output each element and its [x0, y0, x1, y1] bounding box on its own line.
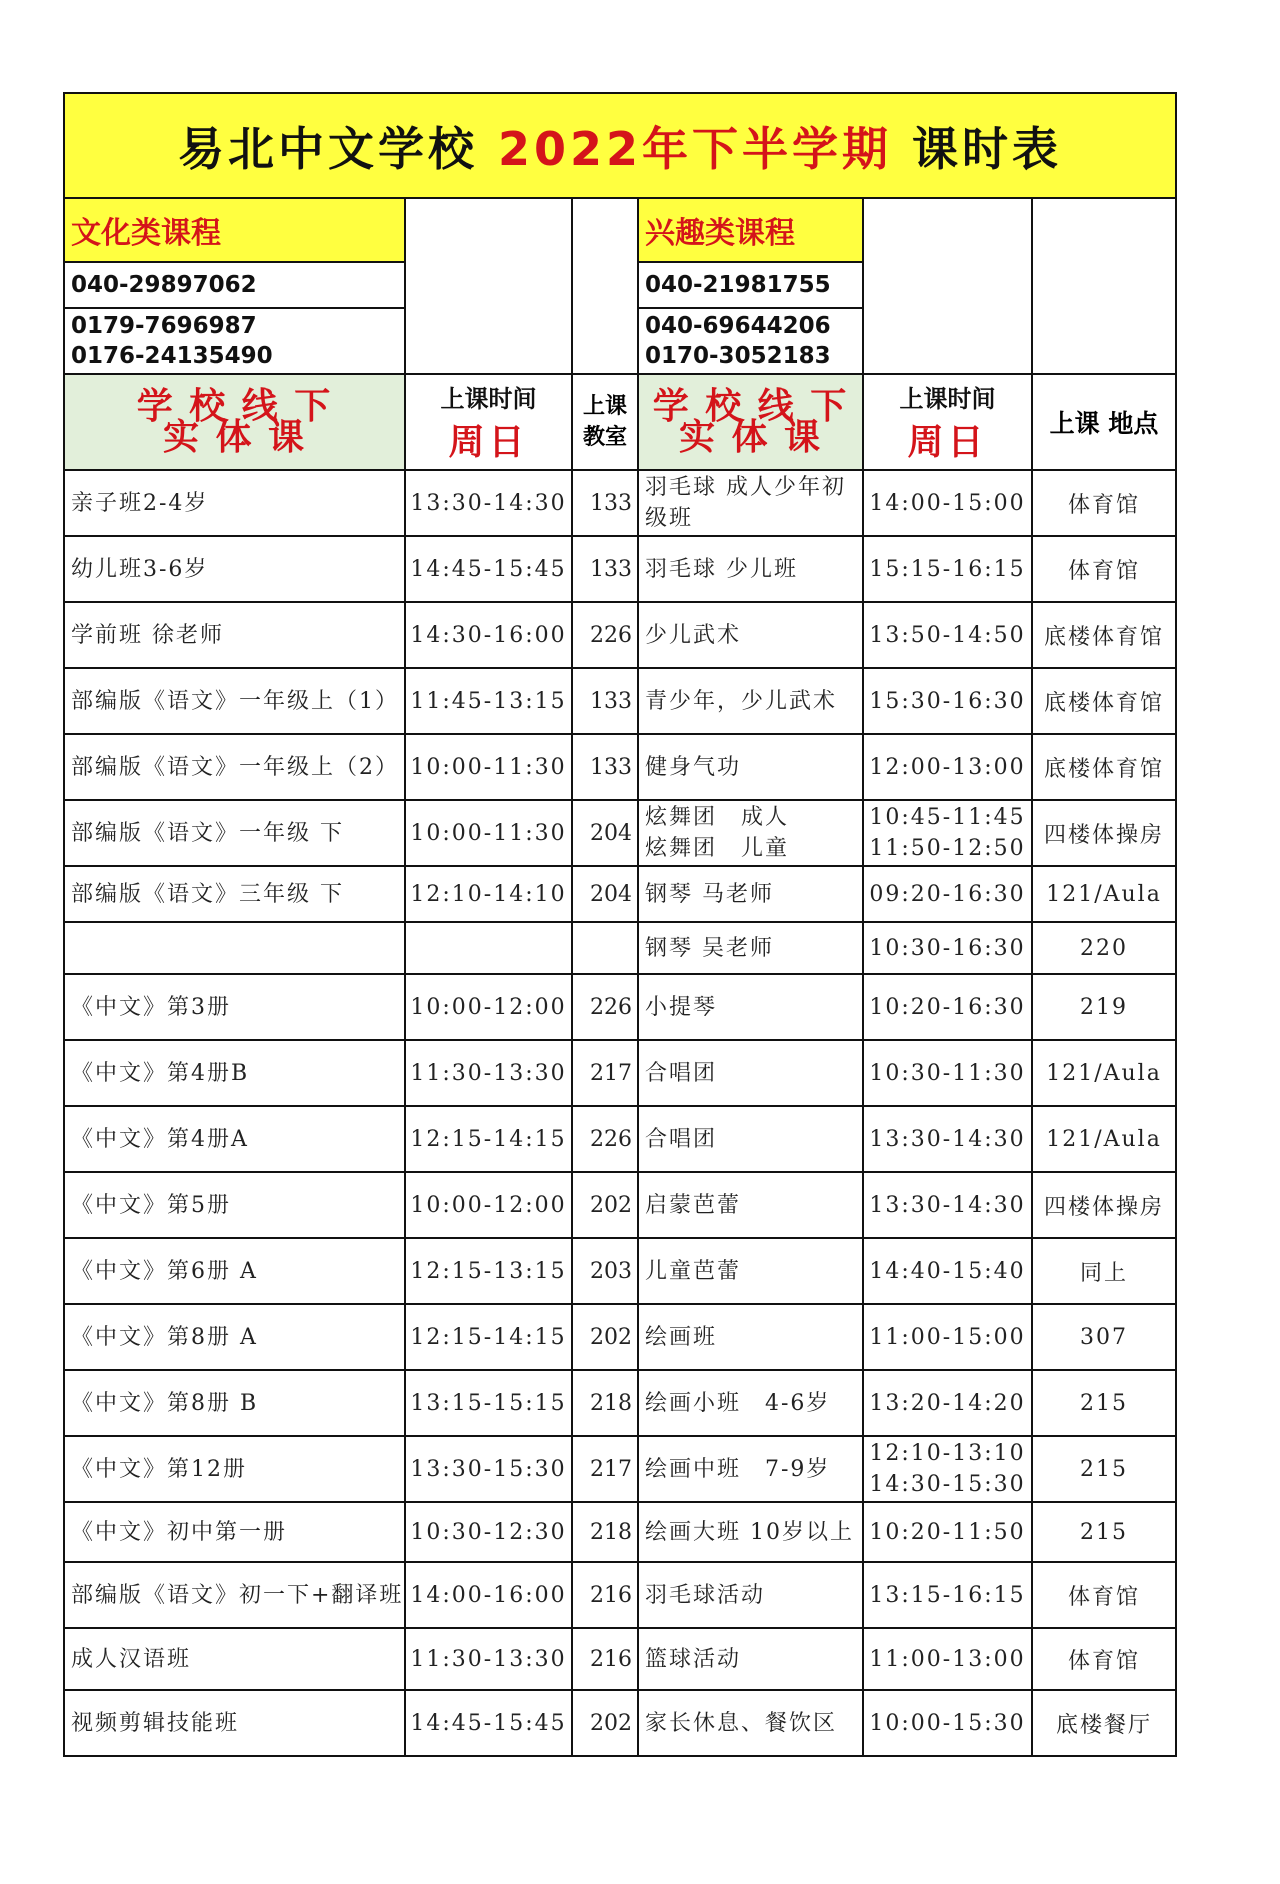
interest-course-time: 10:30-11:30	[863, 1040, 1032, 1106]
culture-course-room: 226	[572, 974, 638, 1040]
interest-course-location: 121/Aula	[1032, 1106, 1176, 1172]
table-row	[64, 1106, 1176, 1172]
interest-time-header	[863, 374, 1032, 470]
interest-course-name: 钢琴 马老师	[638, 866, 863, 922]
room-header-blank	[572, 198, 638, 374]
culture-category-label: 文化类课程	[64, 198, 405, 262]
culture-course-room: 133	[572, 734, 638, 800]
table-row	[64, 1040, 1176, 1106]
culture-course-room: 226	[572, 1106, 638, 1172]
culture-section-header	[64, 374, 405, 470]
culture-course-room: 202	[572, 1172, 638, 1238]
interest-course-name: 羽毛球 成人少年初级班	[638, 470, 863, 536]
table-row	[64, 470, 1176, 536]
interest-course-location: 底楼餐厅	[1032, 1690, 1176, 1756]
culture-phone-3: 0176-24135490	[71, 343, 273, 369]
interest-course-time: 09:20-16:30	[863, 866, 1032, 922]
room-header-line1: 上课	[582, 394, 627, 419]
interest-course-location: 体育馆	[1032, 536, 1176, 602]
interest-course-location: 体育馆	[1032, 470, 1176, 536]
culture-course-room: 218	[572, 1370, 638, 1436]
culture-course-time: 12:15-13:15	[405, 1238, 572, 1304]
interest-course-time: 12:00-13:00	[863, 734, 1032, 800]
culture-course-room: 202	[572, 1304, 638, 1370]
culture-course-time: 14:30-16:00	[405, 602, 572, 668]
table-row	[64, 1562, 1176, 1628]
culture-course-room: 133	[572, 536, 638, 602]
culture-course-room: 217	[572, 1040, 638, 1106]
interest-course-time: 13:20-14:20	[863, 1370, 1032, 1436]
table-row	[64, 1690, 1176, 1756]
interest-course-location: 底楼体育馆	[1032, 668, 1176, 734]
culture-course-time: 13:30-14:30	[405, 470, 572, 536]
culture-course-time: 10:00-11:30	[405, 800, 572, 866]
interest-course-name-line1: 炫舞团 成人	[645, 805, 790, 830]
interest-header-line1: 学 校 线 下	[652, 386, 849, 427]
culture-course-name: 成人汉语班	[64, 1628, 405, 1690]
room-header	[572, 374, 638, 470]
interest-course-time-line1: 12:10-13:10	[869, 1441, 1026, 1466]
interest-course-location: 底楼体育馆	[1032, 734, 1176, 800]
culture-course-time	[405, 922, 572, 974]
culture-course-name: 学前班 徐老师	[64, 602, 405, 668]
interest-course-location: 四楼体操房	[1032, 800, 1176, 866]
interest-course-time: 13:15-16:15	[863, 1562, 1032, 1628]
interest-course-location: 同上	[1032, 1238, 1176, 1304]
interest-course-location: 307	[1032, 1304, 1176, 1370]
culture-course-room: 203	[572, 1238, 638, 1304]
interest-course-name: 合唱团	[638, 1040, 863, 1106]
location-header: 上课 地点	[1032, 374, 1176, 470]
culture-course-room: 133	[572, 668, 638, 734]
interest-course-time: 10:00-15:30	[863, 1690, 1032, 1756]
interest-course-time: 10:30-16:30	[863, 922, 1032, 974]
interest-course-name: 羽毛球活动	[638, 1562, 863, 1628]
culture-course-time: 12:10-14:10	[405, 866, 572, 922]
interest-course-location: 215	[1032, 1370, 1176, 1436]
interest-course-location: 215	[1032, 1502, 1176, 1562]
interest-course-name: 青少年，少儿武术	[638, 668, 863, 734]
schedule-table	[63, 92, 1177, 1757]
culture-course-name: 部编版《语文》初一下+翻译班	[64, 1562, 405, 1628]
interest-course-time: 13:30-14:30	[863, 1172, 1032, 1238]
interest-course-name: 启蒙芭蕾	[638, 1172, 863, 1238]
table-row	[64, 1502, 1176, 1562]
interest-course-name: 羽毛球 少儿班	[638, 536, 863, 602]
culture-course-room: 216	[572, 1562, 638, 1628]
culture-course-room: 217	[572, 1436, 638, 1502]
culture-course-time: 12:15-14:15	[405, 1304, 572, 1370]
time-header-label: 上课时间	[899, 385, 996, 413]
table-row	[64, 1304, 1176, 1370]
culture-course-room: 204	[572, 800, 638, 866]
culture-course-name	[64, 922, 405, 974]
culture-course-room: 218	[572, 1502, 638, 1562]
interest-category-label: 兴趣类课程	[638, 198, 863, 262]
interest-course-time: 11:00-13:00	[863, 1628, 1032, 1690]
day-label: 周日	[448, 422, 529, 463]
culture-course-name: 部编版《语文》三年级 下	[64, 866, 405, 922]
interest-course-name: 绘画小班 4-6岁	[638, 1370, 863, 1436]
interest-course-time-line2: 14:30-15:30	[869, 1472, 1026, 1497]
time-header-blank	[405, 198, 572, 374]
culture-course-name: 部编版《语文》一年级 下	[64, 800, 405, 866]
interest-course-location: 219	[1032, 974, 1176, 1040]
interest-course-location: 体育馆	[1032, 1628, 1176, 1690]
term-label: 2022年下半学期	[498, 121, 893, 176]
interest-course-name: 钢琴 吴老师	[638, 922, 863, 974]
interest-course-name-line2: 炫舞团 儿童	[645, 836, 790, 861]
culture-course-time: 10:00-12:00	[405, 1172, 572, 1238]
interest-course-location: 底楼体育馆	[1032, 602, 1176, 668]
table-row	[64, 1370, 1176, 1436]
interest-phone-2: 040-69644206	[645, 313, 831, 339]
table-row	[64, 668, 1176, 734]
culture-course-room: 226	[572, 602, 638, 668]
culture-course-room: 216	[572, 1628, 638, 1690]
table-row	[64, 734, 1176, 800]
interest-course-time: 13:30-14:30	[863, 1106, 1032, 1172]
culture-course-name: 《中文》第4册B	[64, 1040, 405, 1106]
interest-course-name: 健身气功	[638, 734, 863, 800]
interest-course-location: 220	[1032, 922, 1176, 974]
interest-course-time: 15:30-16:30	[863, 668, 1032, 734]
table-row	[64, 1628, 1176, 1690]
culture-course-name: 《中文》第8册 A	[64, 1304, 405, 1370]
culture-course-name: 《中文》初中第一册	[64, 1502, 405, 1562]
culture-course-time: 13:30-15:30	[405, 1436, 572, 1502]
culture-course-name: 《中文》第5册	[64, 1172, 405, 1238]
interest-course-time-line2: 11:50-12:50	[869, 836, 1026, 861]
culture-course-time: 10:00-12:00	[405, 974, 572, 1040]
interest-course-location: 215	[1032, 1436, 1176, 1502]
interest-phone-2-3	[638, 308, 863, 374]
culture-course-time: 14:45-15:45	[405, 536, 572, 602]
page-title	[64, 93, 1176, 198]
culture-header-line1: 学 校 线 下	[136, 386, 333, 427]
table-row	[64, 866, 1176, 922]
culture-course-time: 12:15-14:15	[405, 1106, 572, 1172]
culture-course-room: 204	[572, 866, 638, 922]
culture-course-name: 幼儿班3-6岁	[64, 536, 405, 602]
culture-course-room	[572, 922, 638, 974]
culture-course-time: 14:00-16:00	[405, 1562, 572, 1628]
culture-course-room: 202	[572, 1690, 638, 1756]
interest-header-line2: 实 体 课	[678, 417, 823, 458]
culture-phone-2: 0179-7696987	[71, 313, 257, 339]
culture-phone-1: 040-29897062	[64, 262, 405, 308]
room-header-line2: 教室	[582, 425, 627, 450]
culture-header-line2: 实 体 课	[162, 417, 307, 458]
culture-phone-2-3	[64, 308, 405, 374]
culture-course-time: 11:30-13:30	[405, 1040, 572, 1106]
interest-course-time	[863, 800, 1032, 866]
culture-course-time: 10:00-11:30	[405, 734, 572, 800]
interest-course-location: 四楼体操房	[1032, 1172, 1176, 1238]
interest-course-location: 121/Aula	[1032, 866, 1176, 922]
interest-course-name: 绘画中班 7-9岁	[638, 1436, 863, 1502]
interest-course-name: 篮球活动	[638, 1628, 863, 1690]
culture-course-name: 《中文》第8册 B	[64, 1370, 405, 1436]
culture-course-name: 部编版《语文》一年级上（2）	[64, 734, 405, 800]
interest-course-name: 儿童芭蕾	[638, 1238, 863, 1304]
table-row	[64, 1172, 1176, 1238]
interest-course-time: 10:20-16:30	[863, 974, 1032, 1040]
culture-time-header	[405, 374, 572, 470]
interest-course-time: 13:50-14:50	[863, 602, 1032, 668]
day-label: 周日	[907, 422, 988, 463]
interest-course-name: 家长休息、餐饮区	[638, 1690, 863, 1756]
culture-course-time: 10:30-12:30	[405, 1502, 572, 1562]
culture-course-time: 13:15-15:15	[405, 1370, 572, 1436]
interest-course-time: 14:00-15:00	[863, 470, 1032, 536]
table-row	[64, 1436, 1176, 1502]
interest-course-time: 10:20-11:50	[863, 1502, 1032, 1562]
table-row	[64, 922, 1176, 974]
culture-course-name: 《中文》第6册 A	[64, 1238, 405, 1304]
interest-course-location: 体育馆	[1032, 1562, 1176, 1628]
table-row	[64, 974, 1176, 1040]
table-row	[64, 1238, 1176, 1304]
culture-course-name: 《中文》第4册A	[64, 1106, 405, 1172]
culture-course-time: 11:30-13:30	[405, 1628, 572, 1690]
table-row	[64, 800, 1176, 866]
interest-course-name: 少儿武术	[638, 602, 863, 668]
location-header-blank	[1032, 198, 1176, 374]
culture-course-name: 部编版《语文》一年级上（1）	[64, 668, 405, 734]
interest-course-name: 小提琴	[638, 974, 863, 1040]
culture-course-name: 亲子班2-4岁	[64, 470, 405, 536]
table-row	[64, 536, 1176, 602]
interest-course-time: 14:40-15:40	[863, 1238, 1032, 1304]
interest-phone-1: 040-21981755	[638, 262, 863, 308]
interest-time-header-blank	[863, 198, 1032, 374]
interest-course-time	[863, 1436, 1032, 1502]
school-name: 易北中文学校	[177, 121, 478, 176]
interest-course-name	[638, 800, 863, 866]
culture-course-time: 14:45-15:45	[405, 1690, 572, 1756]
interest-course-time: 15:15-16:15	[863, 536, 1032, 602]
time-header-label: 上课时间	[440, 385, 537, 413]
interest-course-location: 121/Aula	[1032, 1040, 1176, 1106]
interest-section-header	[638, 374, 863, 470]
timetable-label: 课时表	[912, 121, 1063, 176]
culture-course-name: 视频剪辑技能班	[64, 1690, 405, 1756]
culture-course-room: 133	[572, 470, 638, 536]
interest-course-time-line1: 10:45-11:45	[869, 805, 1026, 830]
culture-course-time: 11:45-13:15	[405, 668, 572, 734]
culture-course-name: 《中文》第3册	[64, 974, 405, 1040]
interest-course-name: 合唱团	[638, 1106, 863, 1172]
interest-phone-3: 0170-3052183	[645, 343, 831, 369]
interest-course-name: 绘画大班 10岁以上	[638, 1502, 863, 1562]
interest-course-name: 绘画班	[638, 1304, 863, 1370]
culture-course-name: 《中文》第12册	[64, 1436, 405, 1502]
interest-course-time: 11:00-15:00	[863, 1304, 1032, 1370]
table-row	[64, 602, 1176, 668]
